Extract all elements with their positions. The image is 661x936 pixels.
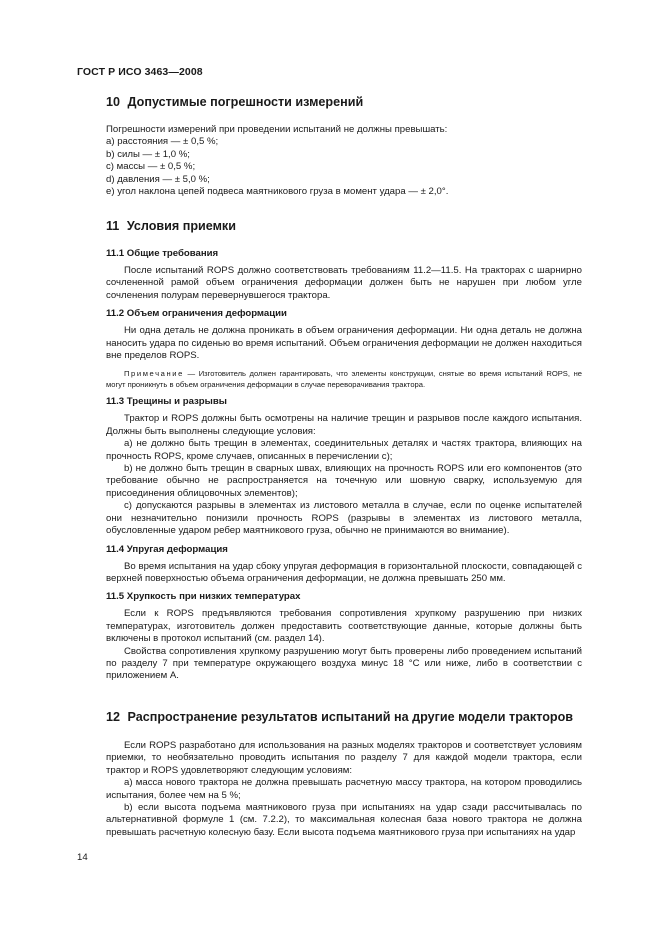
subsection-11-3-item-a: a) не должно быть трещин в элементах, соединительных деталях и частях трактора, влияющих на прочность ROPS, кроме случаев, описанных в перечислении c); — [106, 438, 582, 462]
subsection-11-3-item-c: c) допускаются разрывы в элементах из листового металла в случае, если по оценке испытателей они незначительно понизили прочность ROPS (разрывы в элементах из листового металла, обусловленные ударом ребер маятникового груза, обычно не принимаются во внимание). — [106, 500, 582, 537]
section-12-number: 12 — [106, 710, 121, 724]
subsection-11-4-title: 11.4 Упругая деформация — [106, 543, 228, 555]
section-12-intro: Если ROPS разработано для использования на разных моделях тракторов и соответствует условиям приемки, то необязательно проводить испытания по разделу 7 для каждой модели трактора, если трактор и ROPS удовлетворяют следующим условиям: — [106, 740, 582, 776]
section-11 — [106, 219, 582, 234]
subsection-11-2-title: 11.2 Объем ограничения деформации — [106, 308, 287, 320]
section-10-item-b: b) силы — ± 1,0 %; — [106, 148, 190, 160]
section-10-item-d: d) давления — ± 5,0 %; — [106, 173, 210, 185]
subsection-11-5-text-1: Если к ROPS предъявляются требования сопротивления хрупкому разрушению при низких температурах, изготовитель должен предоставить соответствующие данные, которые должны быть включены в протокол испытаний (см. раздел 14). — [106, 608, 582, 645]
subsection-11-3-text: Трактор и ROPS должны быть осмотрены на наличие трещин и разрывов после каждого испытания. Должны быть выполнены следующие условия: — [106, 413, 582, 437]
subsection-11-2-note — [88, 368, 582, 390]
note-label: Примечание — [124, 369, 184, 379]
section-12-item-a: a) масса нового трактора не должна превышать расчетную массу трактора, на котором проводились испытания, более чем на 5 %; — [106, 777, 582, 801]
section-10-body — [106, 124, 582, 198]
section-10-intro: Погрешности измерений при проведении испытаний не должны превышать: — [106, 124, 448, 135]
note-text: — Изготовитель должен гарантировать, что элементы конструкции, снятые во время испытаний ROPS, не могут проникнуть в объем ограничения деформации в случае переворачивания трактора. — [106, 369, 582, 390]
subsection-11-5-text-2: Свойства сопротивления хрупкому разрушению могут быть проверены либо проведением испытаний по разделу 7 при температуре окружающего воздуха минус 18 °С или ниже, либо в соответствии с приложением А. — [106, 645, 582, 682]
section-10-item-e: e) угол наклона цепей подвеса маятникового груза в момент удара — ± 2,0°. — [106, 186, 449, 198]
section-10 — [106, 95, 582, 110]
section-10-item-c: c) массы — ± 0,5 %; — [106, 161, 196, 173]
subsection-11-2-text: Ни одна деталь не должна проникать в объем ограничения деформации. Ни одна деталь не должна наносить удара по сиденью во время испытаний. Объем ограничения деформации не должен находиться вне пределов ROPS. — [106, 325, 582, 362]
subsection-11-3-title: 11.3 Трещины и разрывы — [106, 396, 227, 408]
section-10-title: Допустимые погрешности измерений — [127, 95, 364, 109]
section-11-heading — [106, 219, 582, 234]
section-11-title: Условия приемки — [126, 219, 236, 233]
section-12-body — [106, 740, 582, 839]
section-11-body — [106, 248, 582, 683]
section-12-heading — [106, 710, 582, 725]
document-header: ГОСТ Р ИСО 3463—2008 — [77, 66, 203, 78]
subsection-11-1-title: 11.1 Общие требования — [106, 248, 219, 259]
subsection-11-5-title: 11.5 Хрупкость при низких температурах — [106, 591, 301, 603]
subsection-11-1-text: После испытаний ROPS должно соответствовать требованиям 11.2—11.5. На тракторах с шарнирно сочлененной рамой объем ограничения деформации должен быть не нарушен при любом угле сочленения полурам перевернувшегося трактора. — [106, 265, 582, 301]
section-11-number: 11 — [106, 219, 120, 233]
subsection-11-4-text: Во время испытания на удар сбоку упругая деформация в горизонтальной плоскости, совпадающей с верхней поверхностью объема ограничения деформации, не должна превышать 250 мм. — [106, 560, 582, 584]
page-number: 14 — [77, 852, 88, 863]
section-10-item-a: a) расстояния — ± 0,5 %; — [106, 136, 219, 148]
section-10-number: 10 — [106, 95, 121, 109]
section-12-title: Распространение результатов испытаний на другие модели тракторов — [127, 710, 574, 724]
section-10-heading — [106, 95, 582, 110]
section-12-item-b: b) если высота подъема маятникового груза при испытаниях на удар сзади рассчитывалась по альтернативной формуле 1 (см. 7.2.2), то максимальная колесная база нового трактора не должна превышать расчетную колесную базу. Если высота подъема маятникового груза при испытаниях на удар — [106, 802, 582, 838]
subsection-11-3-item-b: b) не должно быть трещин в сварных швах, влияющих на прочность ROPS или его компонентов (это требование обычно не распространяется на точечную или шовную сварку, используемую для присоединения облицовочных элементов); — [106, 463, 582, 499]
section-12 — [106, 710, 582, 725]
